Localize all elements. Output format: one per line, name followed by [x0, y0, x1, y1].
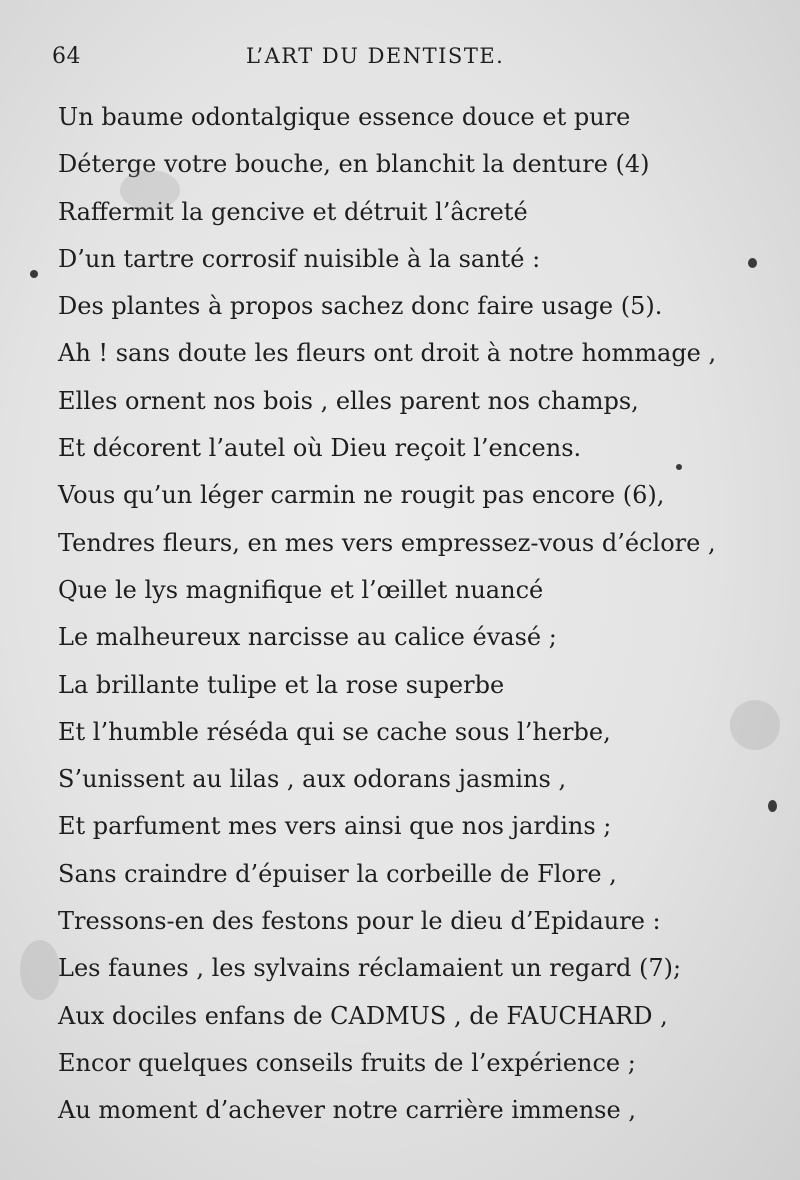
- poem-line: Raffermit la gencive et détruit l’âcreté: [58, 197, 528, 226]
- poem-line: Ah ! sans doute les fleurs ont droit à notre hommage ,: [58, 339, 717, 368]
- poem-line: Tendres fleurs, en mes vers empressez-vous d’éclore ,: [58, 528, 716, 557]
- paper-stain: [120, 170, 180, 210]
- poem-line: Déterge votre bouche, en blanchit la denture (4): [58, 150, 650, 179]
- page-number: 64: [52, 44, 81, 69]
- poem-line: Elles ornent nos bois , elles parent nos champs,: [58, 386, 639, 415]
- poem-line: La brillante tulipe et la rose superbe: [58, 670, 505, 699]
- paper-stain: [20, 940, 60, 1000]
- poem-line: Vous qu’un léger carmin ne rougit pas encore (6),: [58, 481, 665, 510]
- poem-line: Des plantes à propos sachez donc faire usage (5).: [58, 292, 663, 321]
- ink-speck: [30, 270, 38, 278]
- poem-line: Encor quelques conseils fruits de l’expérience ;: [58, 1048, 636, 1077]
- poem-line: Et l’humble réséda qui se cache sous l’herbe,: [58, 717, 611, 746]
- poem-line: D’un tartre corrosif nuisible à la santé :: [58, 244, 541, 273]
- running-title: L’ART DU DENTISTE.: [246, 44, 505, 68]
- poem-line: Le malheureux narcisse au calice évasé ;: [58, 623, 557, 652]
- paper-stain: [730, 700, 780, 750]
- poem-line: Et décorent l’autel où Dieu reçoit l’encens.: [58, 434, 582, 463]
- poem-line: Que le lys magnifique et l’œillet nuancé: [58, 575, 544, 604]
- poem-line: Sans craindre d’épuiser la corbeille de Flore ,: [58, 859, 617, 888]
- poem-text: [58, 94, 778, 1135]
- poem-line: Tressons-en des festons pour le dieu d’Epidaure :: [58, 907, 661, 936]
- ink-speck: [768, 800, 777, 812]
- poem-line: Aux dociles enfans de CADMUS , de FAUCHARD ,: [58, 1001, 668, 1030]
- poem-line: Au moment d’achever notre carrière immense ,: [58, 1096, 636, 1125]
- poem-line: Et parfument mes vers ainsi que nos jardins ;: [58, 812, 612, 841]
- page-header: [52, 44, 672, 76]
- poem-line: Un baume odontalgique essence douce et pure: [58, 103, 631, 131]
- poem-line: S’unissent au lilas , aux odorans jasmins ,: [58, 765, 567, 794]
- ink-speck: [676, 464, 682, 470]
- ink-speck: [748, 258, 757, 268]
- poem-line: Les faunes , les sylvains réclamaient un regard (7);: [58, 954, 682, 983]
